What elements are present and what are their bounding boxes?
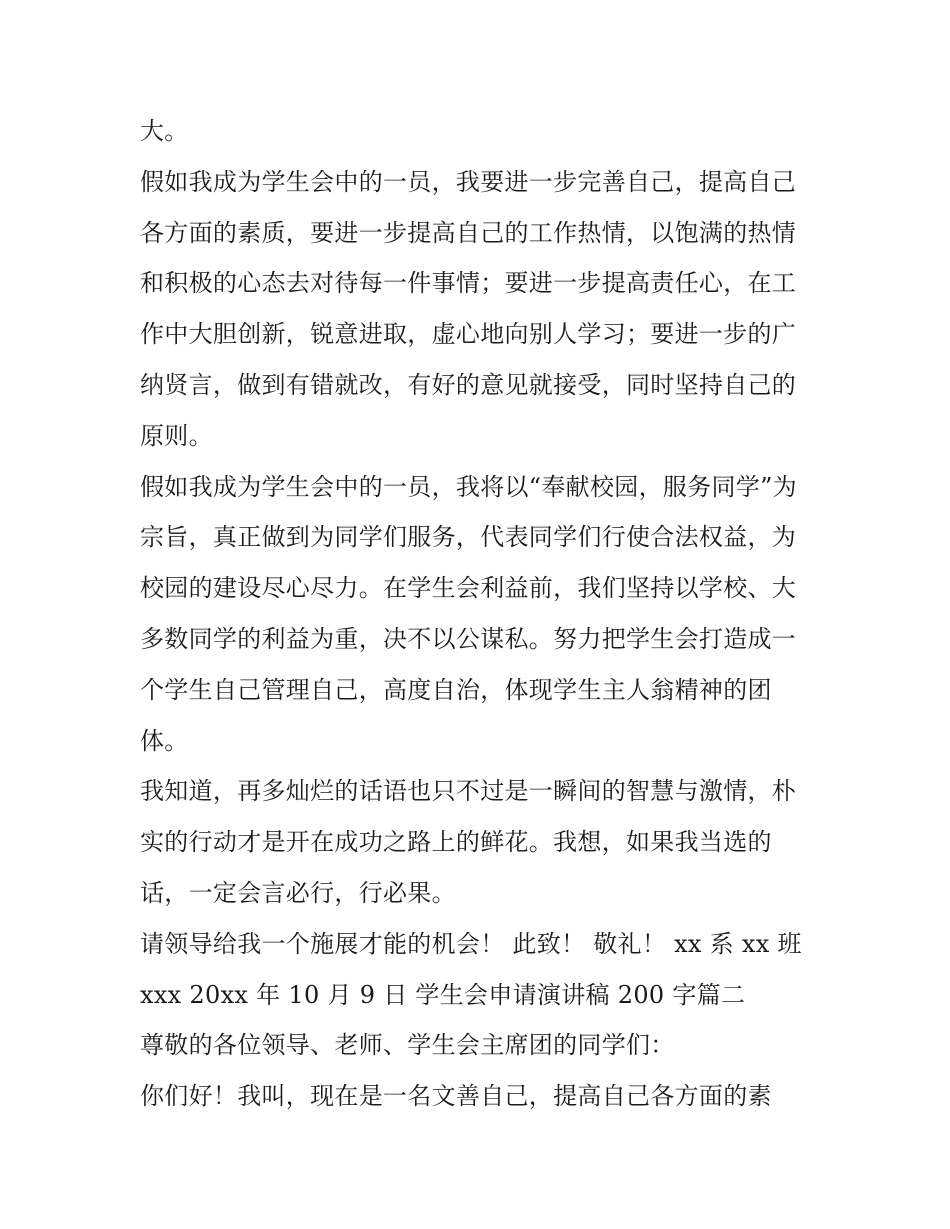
text-line: 我知道，再多灿烂的话语也只不过是一瞬间的智慧与激情，朴 xyxy=(140,777,797,806)
text-line: 实的行动才是开在成功之路上的鲜花。我想，如果我当选的 xyxy=(140,828,772,857)
text-line: 请领导给我一个施展才能的机会！ 此致！ 敬礼！ xx 系 xx 班 xyxy=(140,929,802,958)
text-line: 假如我成为学生会中的一员，我要进一步完善自己，提高自己 xyxy=(140,167,797,196)
text-line: 体。 xyxy=(140,726,189,755)
text-line: 假如我成为学生会中的一员，我将以“奉献校园，服务同学”为 xyxy=(140,472,797,501)
text-line: 个学生自己管理自己，高度自治，体现学生主人翁精神的团 xyxy=(140,675,772,704)
text-line: 作中大胆创新，锐意进取，虚心地向别人学习；要进一步的广 xyxy=(140,320,797,349)
text-line: 和积极的心态去对待每一件事情；要进一步提高责任心，在工 xyxy=(140,269,797,298)
text-line: 各方面的素质，要进一步提高自己的工作热情，以饱满的热情 xyxy=(140,218,797,247)
text-line: 大。 xyxy=(140,117,189,145)
text-line: 纳贤言，做到有错就改，有好的意见就接受，同时坚持自己的 xyxy=(140,370,797,399)
text-line: 校园的建设尽心尽力。在学生会利益前，我们坚持以学校、大 xyxy=(140,574,797,603)
text-line: xxx 20xx 年 10 月 9 日 学生会申请演讲稿 200 字篇二 xyxy=(140,980,746,1009)
document-body xyxy=(140,106,820,1122)
text-line: 尊敬的各位领导、老师、学生会主席团的同学们： xyxy=(140,1031,675,1060)
text-line: 话，一定会言必行，行必果。 xyxy=(140,878,456,907)
text-line: 原则。 xyxy=(140,421,213,450)
text-line: 你们好！我叫，现在是一名文善自己，提高自己各方面的素 xyxy=(140,1082,772,1111)
text-line: 多数同学的利益为重，决不以公谋私。努力把学生会打造成一 xyxy=(140,624,797,653)
text-line: 宗旨，真正做到为同学们服务，代表同学们行使合法权益，为 xyxy=(140,523,797,552)
